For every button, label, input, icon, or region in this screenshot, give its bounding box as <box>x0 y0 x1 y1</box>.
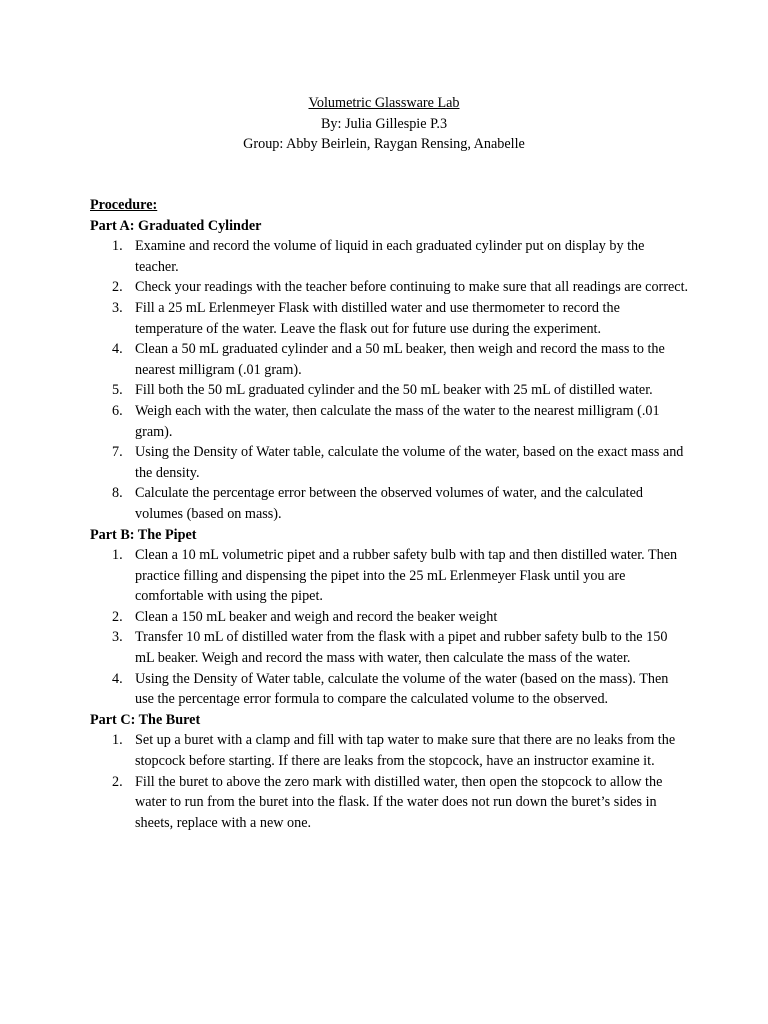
step-number: 2. <box>112 279 123 296</box>
step-text: Using the Density of Water table, calculate the volume of the water, based on the exact mass and the density. <box>135 444 684 481</box>
step-text: Fill the buret to above the zero mark with distilled water, then open the stopcock to allow the water to run from the buret into the flask. If the water does not run down the buret’s sides in sheets, replace with a new one. <box>135 773 663 831</box>
list-item <box>90 627 690 668</box>
step-text: Clean a 10 mL volumetric pipet and a rubber safety bulb with tap and then distilled water. Then practice filling and dispensing the pipet into the 25 mL Erlenmeyer Flask until you are comfortable with using the pipet. <box>135 547 678 605</box>
part-b-heading: Part B: The Pipet <box>90 526 197 543</box>
part-c-heading: Part C: The Buret <box>90 711 201 728</box>
list-item <box>90 545 690 607</box>
step-number: 3. <box>112 299 123 316</box>
step-number: 3. <box>112 629 123 646</box>
step-number: 2. <box>112 608 123 625</box>
list-item <box>90 442 690 483</box>
list-item <box>90 401 690 442</box>
list-item <box>90 236 690 277</box>
step-number: 1. <box>112 238 123 255</box>
list-item <box>90 607 690 628</box>
step-number: 8. <box>112 485 123 502</box>
procedure-heading: Procedure: <box>90 197 158 213</box>
step-text: Calculate the percentage error between the observed volumes of water, and the calculated volumes (based on mass). <box>135 485 643 522</box>
step-number: 4. <box>112 670 123 687</box>
step-number: 2. <box>112 773 123 790</box>
list-item <box>90 339 690 380</box>
step-number: 6. <box>112 402 123 419</box>
list-item <box>90 277 690 298</box>
step-text: Fill both the 50 mL graduated cylinder and the 50 mL beaker with 25 mL of distilled water. <box>135 382 653 399</box>
document-title: Volumetric Glassware Lab <box>308 95 460 111</box>
step-text: Using the Density of Water table, calculate the volume of the water (based on the mass). Then use the percentage error formula to compare the calculated volume to the observed. <box>135 670 669 708</box>
part-a-heading: Part A: Graduated Cylinder <box>90 217 262 234</box>
document-header <box>0 93 768 155</box>
list-item <box>90 669 690 710</box>
list-item <box>90 772 690 834</box>
list-item <box>90 730 690 771</box>
part-b-steps <box>90 545 690 710</box>
step-text: Check your readings with the teacher before continuing to make sure that all readings are correct. <box>135 279 689 296</box>
procedure-section <box>90 195 690 833</box>
step-text: Clean a 150 mL beaker and weigh and record the beaker weight <box>135 608 498 625</box>
step-text: Set up a buret with a clamp and fill with tap water to make sure that there are no leaks from the stopcock before starting. If there are leaks from the stopcock, have an instructor examine it. <box>135 732 676 770</box>
step-number: 1. <box>112 732 123 749</box>
group-line: Group: Abby Beirlein, Raygan Rensing, Anabelle <box>243 136 525 153</box>
step-text: Clean a 50 mL graduated cylinder and a 50 mL beaker, then weigh and record the mass to the nearest milligram (.01 gram). <box>135 341 665 378</box>
step-text: Transfer 10 mL of distilled water from the flask with a pipet and rubber safety bulb to the 150 mL beaker. Weigh and record the mass with water, then calculate the mass of the water. <box>135 629 668 667</box>
step-number: 1. <box>112 547 123 564</box>
list-item <box>90 380 690 401</box>
part-c-steps <box>90 730 690 833</box>
step-number: 4. <box>112 341 123 358</box>
step-number: 7. <box>112 444 123 461</box>
author-line: By: Julia Gillespie P.3 <box>320 115 448 132</box>
step-text: Examine and record the volume of liquid in each graduated cylinder put on display by the teacher. <box>135 238 645 275</box>
step-number: 5. <box>112 382 123 399</box>
step-text: Fill a 25 mL Erlenmeyer Flask with distilled water and use thermometer to record the temperature of the water. Leave the flask out for future use during the experiment. <box>135 299 620 337</box>
part-a-steps <box>90 236 690 524</box>
list-item <box>90 298 690 339</box>
list-item <box>90 483 690 524</box>
step-text: Weigh each with the water, then calculate the mass of the water to the nearest milligram (.01 gram). <box>135 402 660 440</box>
